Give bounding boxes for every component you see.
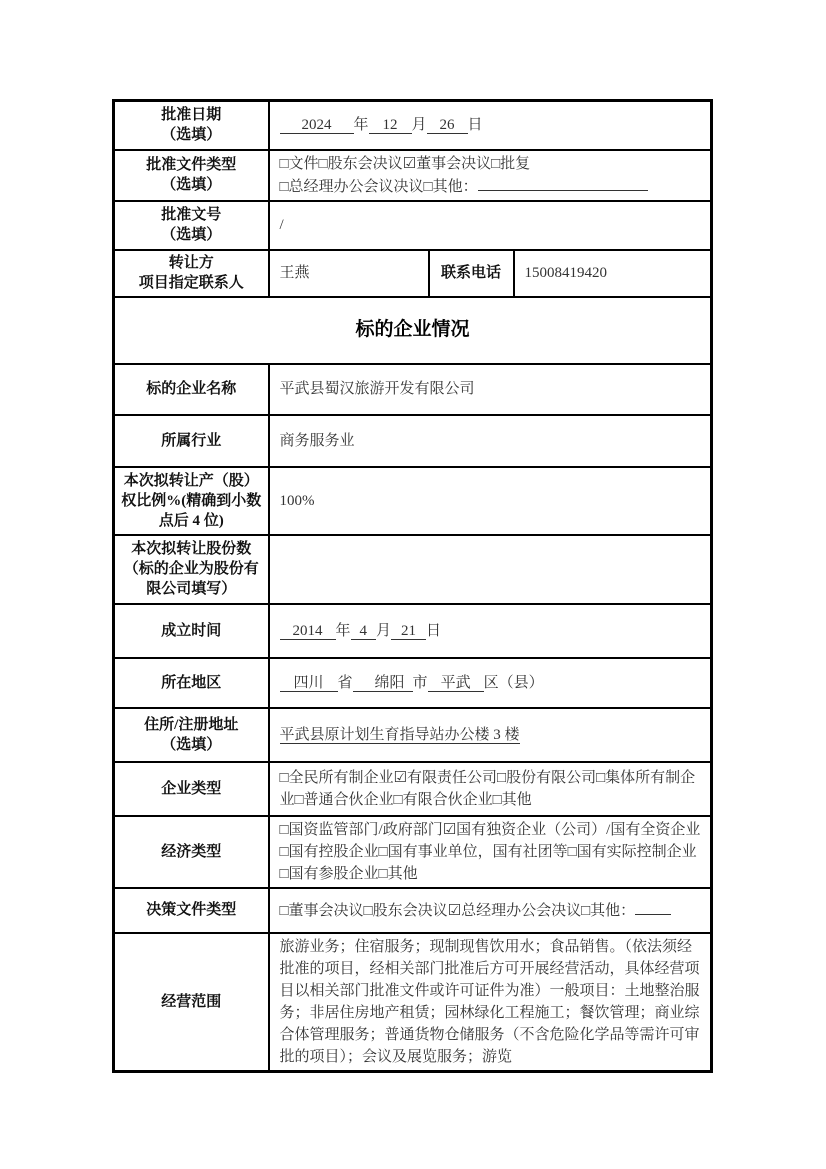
approval-doc-type-label-note: （选填） bbox=[161, 177, 222, 193]
address-label bbox=[114, 708, 269, 762]
address-label-line2: （选填） bbox=[161, 736, 222, 753]
approval-doc-no-label-text: 批准文号 bbox=[161, 207, 222, 223]
row-approval-doc-type bbox=[114, 150, 712, 201]
row-transfer-shares bbox=[114, 535, 712, 604]
region-province-unit: 省 bbox=[337, 674, 353, 691]
row-industry bbox=[114, 415, 712, 467]
row-company-name bbox=[114, 364, 712, 415]
region-city-unit: 市 bbox=[412, 674, 428, 691]
row-section-header bbox=[114, 297, 712, 364]
row-economic-type bbox=[114, 816, 712, 888]
approval-date-day: 26 bbox=[427, 117, 468, 134]
row-enterprise-type bbox=[114, 762, 712, 816]
approval-date-label bbox=[114, 101, 269, 150]
approval-doc-no-value: / bbox=[269, 201, 712, 250]
approval-date-day-unit: 日 bbox=[467, 117, 483, 134]
other-blank-line bbox=[478, 175, 648, 191]
economic-type-value: □国资监管部门/政府部门☑国有独资企业（公司）/国有全资企业□国有控股企业□国有事业单位，国有社团等□国有实际控制企业□国有参股企业□其他 bbox=[269, 816, 712, 888]
row-approval-doc-no bbox=[114, 201, 712, 250]
decision-doc-type-options: □董事会决议□股东会决议☑总经理办公会决议□其他： bbox=[279, 902, 636, 919]
established-value bbox=[269, 604, 712, 658]
row-contact bbox=[114, 250, 712, 297]
established-year: 2014 bbox=[280, 623, 336, 640]
row-decision-doc-type bbox=[114, 888, 712, 933]
approval-doc-type-label bbox=[114, 150, 269, 201]
region-value bbox=[269, 658, 712, 708]
row-established bbox=[114, 604, 712, 658]
established-month: 4 bbox=[351, 623, 377, 640]
established-day: 21 bbox=[391, 623, 426, 640]
business-scope-text: 旅游业务；住宿服务；现制现售饮用水；食品销售。（依法须经批准的项目，经相关部门批准后方可开展经营活动，具体经营项目以相关部门批准文件或许可证件为准）一般项目：土地整治服务；非居住房地产租赁；园林绿化工程施工；餐饮管理；商业综合体管理服务；普通货物仓储服务（不含危险化学品等需许可审批的项目）；会议及展览服务；游览 bbox=[279, 938, 700, 1065]
approval-date-label-text: 批准日期 bbox=[161, 107, 222, 124]
approval-date-month: 12 bbox=[369, 117, 412, 134]
region-county: 平武 bbox=[428, 675, 484, 692]
row-approval-date bbox=[114, 101, 712, 150]
contact-phone-value: 15008419420 bbox=[514, 250, 712, 297]
region-province: 四川 bbox=[280, 675, 338, 692]
contact-phone-label: 联系电话 bbox=[429, 250, 514, 297]
contact-name-value: 王燕 bbox=[269, 250, 429, 297]
established-label: 成立时间 bbox=[114, 604, 269, 658]
transfer-shares-value bbox=[269, 535, 712, 604]
decision-doc-type-label: 决策文件类型 bbox=[114, 888, 269, 933]
established-month-unit: 月 bbox=[376, 622, 392, 639]
approval-date-year-unit: 年 bbox=[353, 117, 369, 134]
contact-label-line1: 转让方 bbox=[168, 255, 214, 271]
transfer-ratio-label: 本次拟转让产（股）权比例%(精确到小数点后 4 位) bbox=[114, 467, 269, 535]
decision-other-blank-line bbox=[635, 899, 671, 915]
section-title: 标的企业情况 bbox=[114, 297, 712, 364]
row-business-scope bbox=[114, 933, 712, 1072]
company-name-label: 标的企业名称 bbox=[114, 364, 269, 415]
business-scope-label: 经营范围 bbox=[114, 933, 269, 1072]
approval-doc-type-value bbox=[269, 150, 712, 201]
company-name-value: 平武县蜀汉旅游开发有限公司 bbox=[269, 364, 712, 415]
approval-doc-no-label-note: （选填） bbox=[161, 227, 222, 243]
industry-label: 所属行业 bbox=[114, 415, 269, 467]
contact-label-line2: 项目指定联系人 bbox=[138, 275, 244, 291]
region-city: 绵阳 bbox=[353, 675, 413, 692]
enterprise-type-label: 企业类型 bbox=[114, 762, 269, 816]
industry-value: 商务服务业 bbox=[269, 415, 712, 467]
transfer-form-table bbox=[112, 99, 713, 1073]
decision-doc-type-value bbox=[269, 888, 712, 933]
approval-date-year: 2024 bbox=[280, 117, 354, 134]
transfer-ratio-value: 100% bbox=[269, 467, 712, 535]
approval-date-label-note: （选填） bbox=[161, 127, 222, 144]
row-region bbox=[114, 658, 712, 708]
enterprise-type-value: □全民所有制企业☑有限责任公司□股份有限公司□集体所有制企业□普通合伙企业□有限合伙企业□其他 bbox=[269, 762, 712, 816]
established-day-unit: 日 bbox=[426, 622, 442, 639]
approval-doc-no-label bbox=[114, 201, 269, 250]
business-scope-value bbox=[269, 933, 712, 1072]
established-year-unit: 年 bbox=[335, 622, 351, 639]
address-value bbox=[269, 708, 712, 762]
approval-doc-type-options-line1: □文件□股东会决议☑董事会决议□批复 bbox=[279, 155, 531, 172]
approval-date-value bbox=[269, 101, 712, 150]
row-address bbox=[114, 708, 712, 762]
contact-label bbox=[114, 250, 269, 297]
address-value-text: 平武县原计划生育指导站办公楼 3 楼 bbox=[279, 726, 520, 743]
region-county-unit: 区（县） bbox=[483, 674, 544, 691]
approval-date-month-unit: 月 bbox=[411, 117, 427, 134]
economic-type-label: 经济类型 bbox=[114, 816, 269, 888]
row-transfer-ratio bbox=[114, 467, 712, 535]
transfer-shares-label: 本次拟转让股份数（标的企业为股份有限公司填写） bbox=[114, 535, 269, 604]
approval-doc-type-options-line2: □总经理办公会议决议□其他： bbox=[279, 178, 478, 195]
approval-doc-type-label-text: 批准文件类型 bbox=[146, 157, 237, 173]
region-label: 所在地区 bbox=[114, 658, 269, 708]
address-label-line1: 住所/注册地址 bbox=[144, 716, 239, 733]
